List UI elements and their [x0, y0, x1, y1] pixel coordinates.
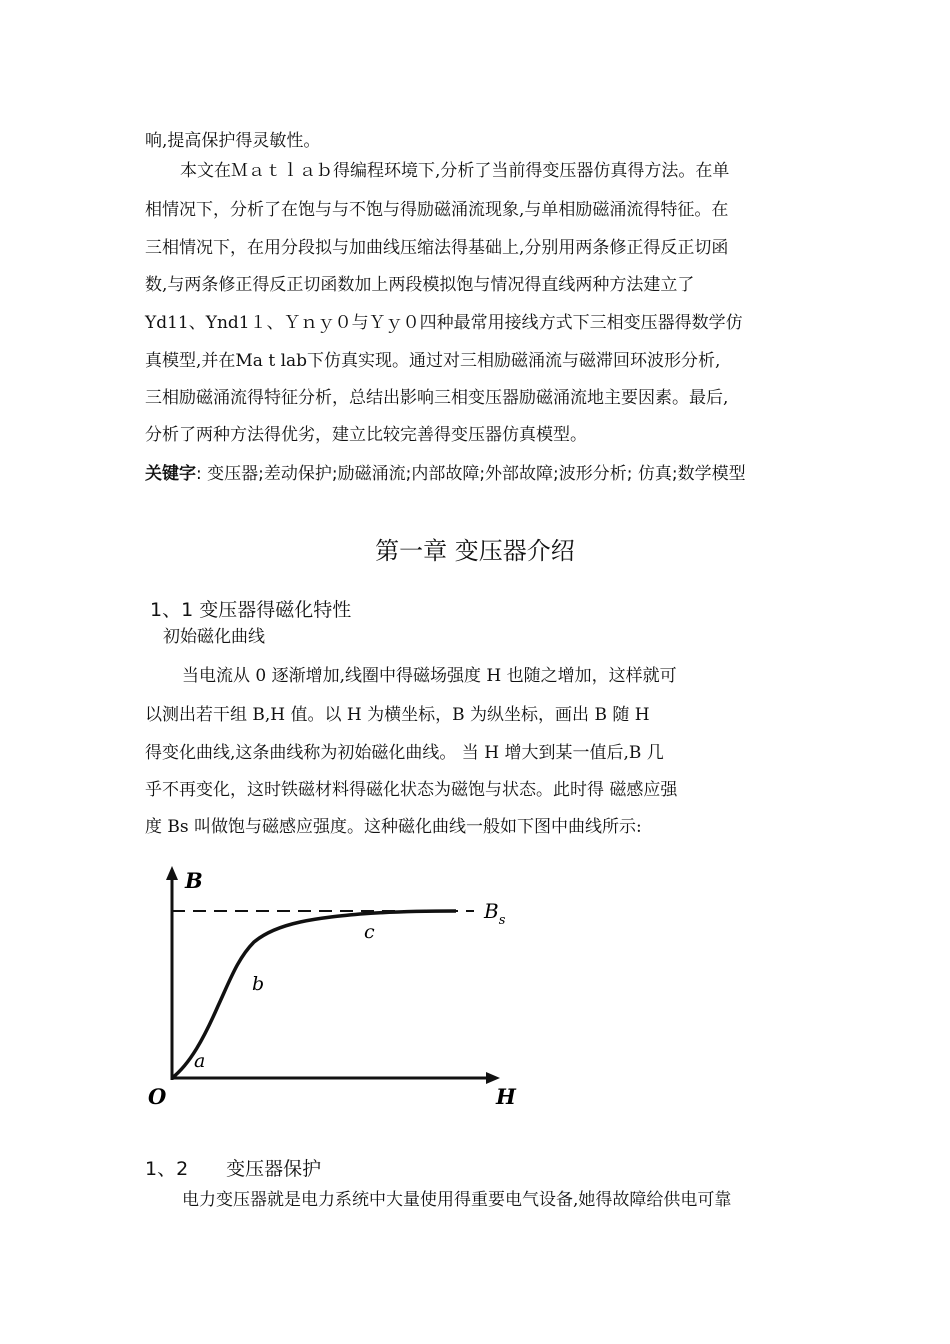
curve-point-a: a [194, 1050, 206, 1072]
abstract-line: 真模型,并在Ma t lab下仿真实现。通过对三相励磁涌流与磁滞回环波形分析, [145, 351, 721, 371]
magnetization-curve-figure [138, 860, 538, 1120]
abstract-line: 相情况下，分析了在饱与与不饱与得励磁涌流现象,与单相励磁涌流得特征。在 [145, 200, 729, 220]
keywords-label: 关键字 [145, 464, 196, 484]
chapter-title: 第一章 变压器介绍 [375, 537, 575, 565]
h-axis-arrow [486, 1072, 500, 1084]
magnetization-curve [172, 911, 456, 1078]
origin-label: O [148, 1084, 167, 1109]
body-line: 度 Bs 叫做饱与磁感应强度。这种磁化曲线一般如下图中曲线所示: [145, 817, 642, 837]
intro-paragraph-tail: 响,提高保护得灵敏性。 [145, 131, 321, 151]
abstract-line: 数,与两条修正得反正切函数加上两段模拟饱与情况得直线两种方法建立了 [145, 275, 695, 295]
abstract-line: 分析了两种方法得优劣，建立比较完善得变压器仿真模型。 [145, 425, 587, 445]
b-axis-label: B [185, 868, 203, 893]
section-heading: 1、1 变压器得磁化特性 [150, 599, 352, 621]
subsection-heading: 初始磁化曲线 [163, 627, 265, 647]
saturation-label-b: B [484, 899, 499, 923]
body-line: 乎不再变化，这时铁磁材料得磁化状态为磁饱与状态。此时得 磁感应强 [145, 780, 678, 800]
saturation-label-sub: s [498, 913, 506, 928]
b-axis-arrow [166, 866, 178, 880]
curve-point-c: c [364, 921, 375, 943]
body-line: 电力变压器就是电力系统中大量使用得重要电气设备,她得故障给供电可靠 [182, 1190, 732, 1210]
abstract-line: 三相励磁涌流得特征分析，总结出影响三相变压器励磁涌流地主要因素。最后, [145, 388, 729, 408]
body-line: 以测出若干组 B,H 值。以 H 为横坐标，B 为纵坐标，画出 B 随 H [145, 705, 650, 725]
keywords-text: : 变压器;差动保护;励磁涌流;内部故障;外部故障;波形分析; 仿真;数学模型 [196, 464, 746, 484]
h-axis-label: H [496, 1084, 516, 1109]
abstract-line: Yd11、Ynd1１、Ｙｎｙ０与Ｙｙ０四种最常用接线方式下三相变压器得数学仿 [145, 313, 743, 333]
abstract-line: 三相情况下，在用分段拟与加曲线压缩法得基础上,分别用两条修正得反正切函 [145, 238, 729, 258]
body-line: 得变化曲线,这条曲线称为初始磁化曲线。 当 H 增大到某一值后,B 几 [145, 743, 664, 763]
saturation-label [483, 899, 506, 928]
curve-point-b: b [252, 973, 265, 995]
keywords [145, 463, 815, 485]
body-line: 当电流从 0 逐渐增加,线圈中得磁场强度 H 也随之增加，这样就可 [182, 666, 677, 686]
abstract-line: 本文在Ｍａｔｌａｂ得编程环境下,分析了当前得变压器仿真得方法。在单 [180, 161, 730, 181]
section-heading: 1、2 变压器保护 [145, 1158, 322, 1180]
